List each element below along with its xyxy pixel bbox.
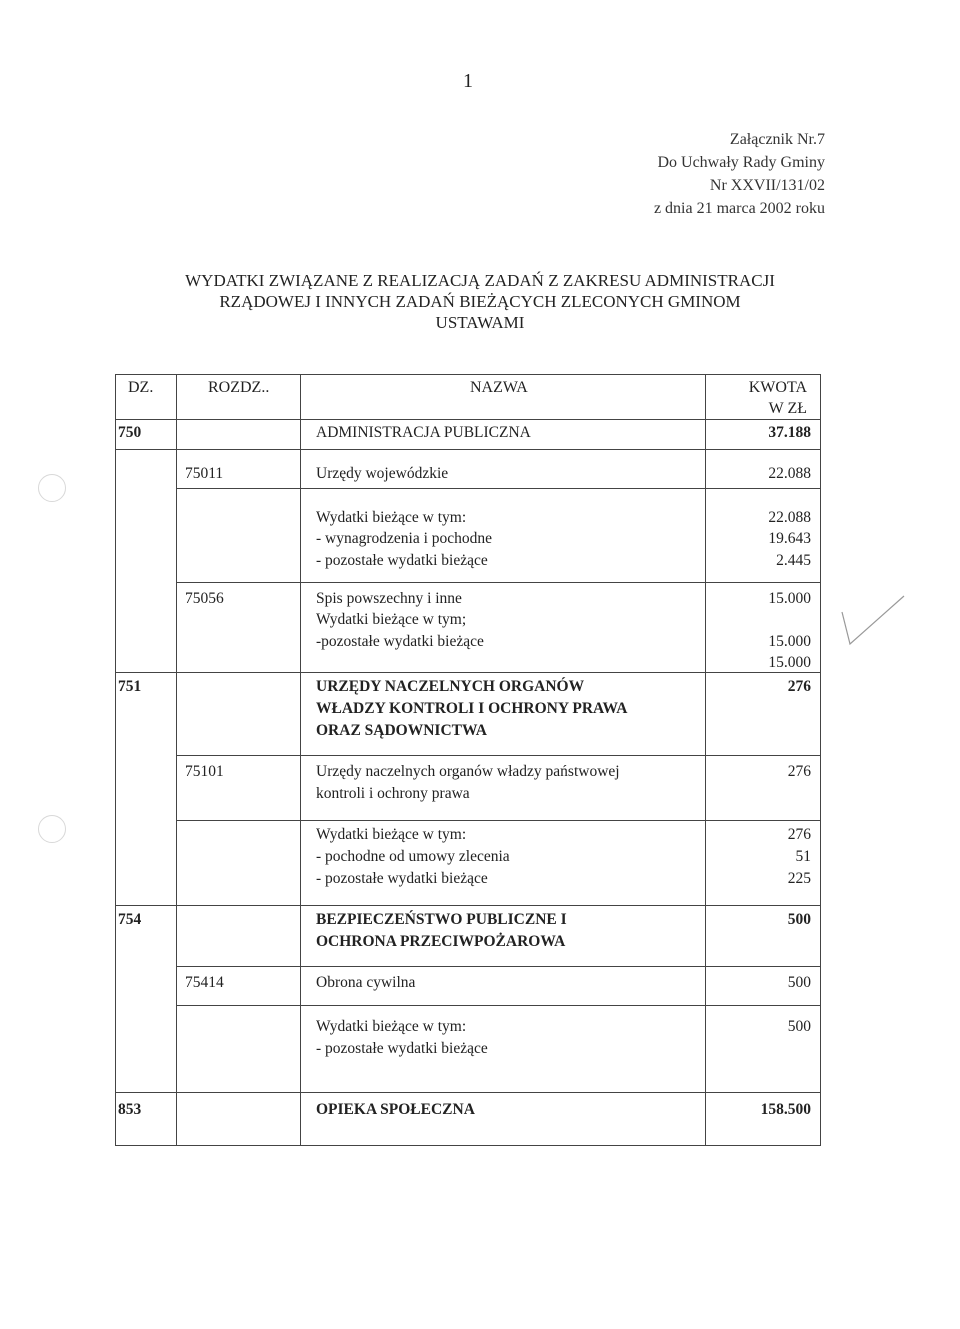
title-line-3: USTAWAMI xyxy=(435,313,525,332)
amount-853: 158.500 xyxy=(760,1101,811,1118)
rule-75101-detail xyxy=(115,905,821,906)
detail-75011-a3: 2.445 xyxy=(776,552,811,569)
document-title xyxy=(100,270,860,333)
header-kwota: KWOTA xyxy=(748,379,807,396)
amount-75011: 22.088 xyxy=(768,465,811,482)
dz-853: 853 xyxy=(118,1101,142,1118)
detail-75011-l2: - wynagrodzenia i pochodne xyxy=(316,530,493,547)
amount-751: 276 xyxy=(787,678,811,695)
detail-75101-l1: Wydatki bieżące w tym: xyxy=(316,826,467,843)
chapter-name-75056: Spis powszechny i inne xyxy=(316,590,462,607)
annex-reference xyxy=(600,128,825,220)
amount-75101: 276 xyxy=(787,763,811,780)
detail-75011-l1: Wydatki bieżące w tym: xyxy=(316,509,467,526)
chapter-name-75101-l1: Urzędy naczelnych organów władzy państwowej xyxy=(316,763,620,780)
page-number: 1 xyxy=(463,70,473,92)
column-divider-2 xyxy=(300,374,301,1146)
rozdz-75414: 75414 xyxy=(185,974,224,991)
detail-75101-a1: 276 xyxy=(787,826,811,843)
chapter-name-75101-l2: kontroli i ochrony prawa xyxy=(316,785,470,802)
annex-line-1: Załącznik Nr.7 xyxy=(729,131,825,148)
rozdz-75011: 75011 xyxy=(185,465,224,482)
annex-line-2: Do Uchwały Rady Gminy xyxy=(657,154,825,171)
expenditure-table xyxy=(115,374,820,1146)
detail-75011-a1: 22.088 xyxy=(768,509,811,526)
column-divider-1 xyxy=(176,374,177,1146)
section-name-751-l3: ORAZ SĄDOWNICTWA xyxy=(316,722,487,739)
header-wzl: W ZŁ xyxy=(768,400,807,417)
dz-751: 751 xyxy=(118,678,142,695)
amount-75414: 500 xyxy=(787,974,811,991)
detail-75011-a2: 19.643 xyxy=(768,530,811,547)
amount-75056: 15.000 xyxy=(768,590,811,607)
detail-75056-l3: -pozostałe wydatki bieżące xyxy=(316,633,484,650)
punch-hole-top xyxy=(38,474,66,502)
amount-754: 500 xyxy=(787,911,811,928)
annex-line-3: Nr XXVII/131/02 xyxy=(709,177,825,194)
table-border-top xyxy=(115,374,821,375)
detail-75101-a3: 225 xyxy=(787,870,811,887)
rule-75414-detail xyxy=(115,1092,821,1093)
rozdz-75101: 75101 xyxy=(185,763,224,780)
check-mark xyxy=(838,592,908,652)
rule-75101 xyxy=(176,820,821,821)
rule-751 xyxy=(176,755,821,756)
chapter-name-75011: Urzędy wojewódzkie xyxy=(316,465,449,482)
detail-75414-l1: Wydatki bieżące w tym: xyxy=(316,1018,467,1035)
section-name-853: OPIEKA SPOŁECZNA xyxy=(316,1101,475,1118)
detail-75414-a1: 500 xyxy=(787,1018,811,1035)
section-name-754-l2: OCHRONA PRZECIWPOŻAROWA xyxy=(316,933,566,950)
section-name-754-l1: BEZPIECZEŃSTWO PUBLICZNE I xyxy=(316,911,567,928)
annex-line-4: z dnia 21 marca 2002 roku xyxy=(653,200,825,217)
title-line-2: RZĄDOWEJ I INNYCH ZADAŃ BIEŻĄCYCH ZLECONYCH GMINOM xyxy=(219,292,741,311)
header-nazwa: NAZWA xyxy=(470,379,528,396)
detail-75101-a2: 51 xyxy=(795,848,811,865)
rule-754 xyxy=(176,966,821,967)
rozdz-75056: 75056 xyxy=(185,590,224,607)
detail-75056-l2: Wydatki bieżące w tym; xyxy=(316,611,467,628)
detail-75101-l2: - pochodne od umowy zlecenia xyxy=(316,848,510,865)
section-name-750: ADMINISTRACJA PUBLICZNA xyxy=(316,424,531,441)
detail-75414-l2: - pozostałe wydatki bieżące xyxy=(316,1040,488,1057)
section-name-751-l2: WŁADZY KONTROLI I OCHRONY PRAWA xyxy=(316,700,628,717)
detail-75011-l3: - pozostałe wydatki bieżące xyxy=(316,552,488,569)
title-line-1: WYDATKI ZWIĄZANE Z REALIZACJĄ ZADAŃ Z ZAKRESU ADMINISTRACJI xyxy=(185,271,775,290)
table-border-left xyxy=(115,374,116,1146)
header-dz: DZ. xyxy=(128,379,154,396)
dz-754: 754 xyxy=(118,911,142,928)
rule-750 xyxy=(115,449,821,450)
header-rozdz: ROZDZ.. xyxy=(208,379,270,396)
chapter-name-75414: Obrona cywilna xyxy=(316,974,416,991)
dz-750: 750 xyxy=(118,424,142,441)
detail-75101-l3: - pozostałe wydatki bieżące xyxy=(316,870,488,887)
punch-hole-bottom xyxy=(38,815,66,843)
table-border-right xyxy=(820,374,821,1146)
detail-75056-a4: 15.000 xyxy=(768,654,811,671)
rule-75011-detail xyxy=(176,582,821,583)
amount-750: 37.188 xyxy=(768,424,811,441)
rule-75011 xyxy=(176,488,821,489)
rule-75414 xyxy=(176,1005,821,1006)
section-name-751-l1: URZĘDY NACZELNYCH ORGANÓW xyxy=(316,678,585,695)
table-border-bottom xyxy=(115,1145,821,1146)
detail-75056-a3: 15.000 xyxy=(768,633,811,650)
